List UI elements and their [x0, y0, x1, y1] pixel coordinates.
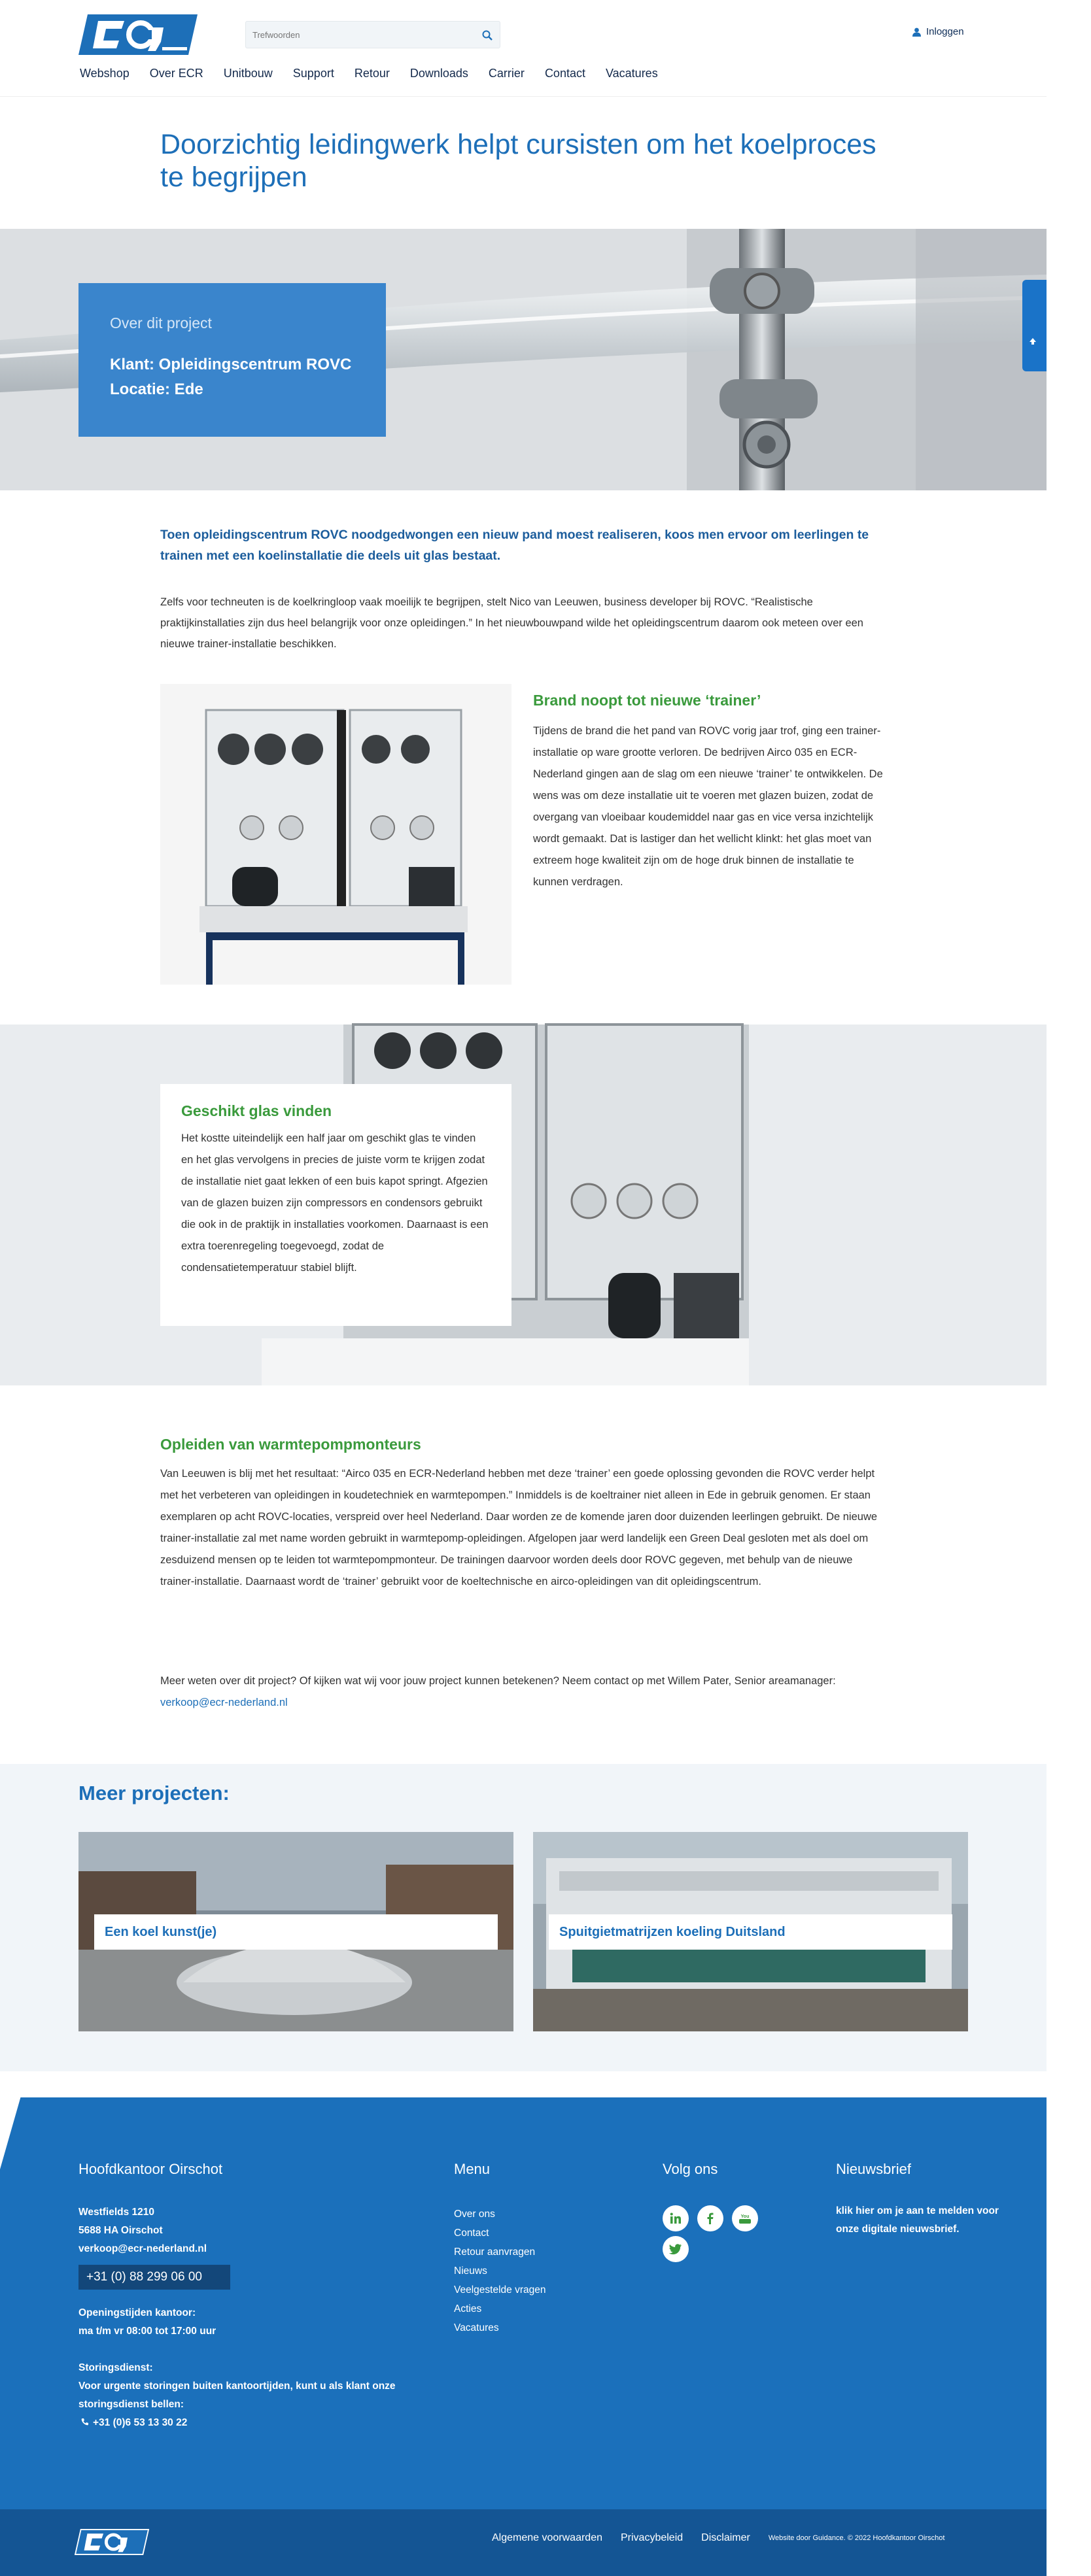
login-link[interactable] [912, 26, 964, 37]
section2-image-band [0, 1025, 1047, 1385]
footer-newsletter-title: Nieuwsbrief [836, 2161, 911, 2177]
youtube-icon [738, 2212, 752, 2225]
arrow-up-icon [1029, 337, 1037, 345]
footer-menu-item[interactable]: Acties [454, 2303, 482, 2314]
storing-title: Storingsdienst: [78, 2362, 153, 2373]
trainer-closeup-photo [0, 1025, 1047, 1385]
intro-body: Zelfs voor techneuten is de koelkringloop vaak moeilijk te begrijpen, stelt Nico van Leeuwen, business developer bij ROVC. “Realistische praktijkinstallaties zijn dus heel belangrijk voor onze opleidingen.” In het nieuwbouwpand wilde het opleidingscentrum daarom ook meteen over een nieuwe trainer-installatie beschikken. [160, 596, 863, 650]
footer-menu [454, 2205, 546, 2337]
footer-phone-button[interactable]: +31 (0) 88 299 06 00 [78, 2265, 230, 2290]
svg-text:You: You [740, 2214, 750, 2219]
privacy-link[interactable]: Privacybeleid [621, 2532, 684, 2543]
footer-menu-item[interactable]: Vacatures [454, 2322, 499, 2333]
footer-email[interactable]: verkoop@ecr-nederland.nl [78, 2243, 207, 2254]
section2-text-card [160, 1084, 511, 1326]
storing-text: Voor urgente storingen buiten kantoortijden, kunt u als klant onze storingsdienst bellen: [78, 2381, 396, 2410]
facebook-button[interactable] [697, 2205, 723, 2231]
nav-item-support[interactable]: Support [292, 67, 334, 80]
more-projects-title: Meer projecten: [78, 1782, 230, 1805]
page-title: Doorzichtig leidingwerk helpt cursisten om het koelproces te begrijpen [160, 129, 876, 193]
trainer-installation-image [160, 684, 511, 985]
footer-hours [78, 2304, 216, 2341]
ecr-logo[interactable] [78, 14, 198, 55]
youtube-button[interactable] [732, 2205, 758, 2231]
address-line-1: Westfields 1210 [78, 2207, 155, 2218]
twitter-icon [669, 2243, 682, 2255]
nav-item-vacatures[interactable]: Vacatures [605, 67, 658, 80]
footer-ecr-logo[interactable] [75, 2529, 148, 2555]
hours-title: Openingstijden kantoor: [78, 2307, 196, 2318]
address-line-2: 5688 HA Oirschot [78, 2225, 163, 2236]
linkedin-icon [669, 2212, 682, 2225]
section1-text: Tijdens de brand die het pand van ROVC vorig jaar trof, ging een trainer-installatie op ware grootte verloren. De bedrijven Airco 035 en ECR-Nederland gingen aan de slag om een nieuwe ‘trainer’ te ontwikkelen. De wens was om deze installatie uit te voeren met glazen buizen, zodat de overgang van vloeibaar koudemiddel naar gas en vice versa inzichtelijk wordt gemaakt. Dat is lastiger dan het wellicht klinkt: het glas moet van extreem hoge kwaliteit zijn om de hoge druk binnen de installatie te kunnen verdragen. [533, 725, 883, 888]
footer-menu-title: Menu [454, 2161, 491, 2177]
contact-paragraph [160, 1670, 886, 1714]
project-client: Klant: Opleidingscentrum ROVC [110, 356, 352, 373]
terms-link[interactable]: Algemene voorwaarden [492, 2532, 602, 2543]
search-bar [245, 21, 500, 48]
contact-tab-label [1026, 330, 1091, 345]
nav-item-unitbouw[interactable]: Unitbouw [223, 67, 273, 80]
project-location: Locatie: Ede [110, 381, 203, 398]
project-subtitle: Over dit project [110, 314, 212, 331]
footer-address [78, 2203, 207, 2258]
search-button[interactable] [479, 27, 496, 44]
project-card-label: Een koel kunst(je) [94, 1914, 498, 1950]
contact-text: Meer weten over dit project? Of kijken wat wij voor jouw project kunnen betekenen? Neem contact op met Willem Pater, Senior areamanager: [160, 1675, 836, 1687]
contact-email-link[interactable]: verkoop@ecr-nederland.nl [160, 1697, 288, 1708]
section3-text: Van Leeuwen is blij met het resultaat: “Airco 035 en ECR-Nederland hebben met deze ‘trainer’ een goede oplossing gevonden die ROVC verder helpt met het verbeteren van opleidingen in koudetechniek en warmtepompen.” Inmiddels is de koeltrainer niet alleen in Ede in gebruik genomen. Er staan exemplaren op acht ROVC-locaties, verspreid over heel Nederland. Daar worden ze de komende jaren door duizenden leerlingen gebruikt. De nieuwe trainer-installatie zal met name worden gebruikt in warmtepomp-opleidingen. Afgelopen jaar werd landelijk een Green Deal gesloten met als doel om zesduizend mensen op te leiden tot warmtepompmonteur. De trainingen daarvoor worden deels door ROVC gegeven, met behulp van de nieuwe trainer-installatie. Daarnaast wordt de ‘trainer’ gebruikt voor de koeltechnische en airco-opleidingen van dit opleidingscentrum. [160, 1468, 878, 1587]
intro-lead: Toen opleidingscentrum ROVC noodgedwongen een nieuw pand moest realiseren, koos men ervoor om leerlingen te trainen met een koelinstallatie die deels uit glas bestaat. [160, 528, 869, 563]
contact-side-tab[interactable] [1022, 280, 1091, 371]
site-header [0, 0, 1047, 97]
project-card[interactable] [78, 1832, 513, 2031]
trainer-photo [160, 684, 511, 985]
disclaimer-link[interactable]: Disclaimer [701, 2532, 750, 2543]
footer-menu-item[interactable]: Contact [454, 2228, 489, 2239]
main-nav [80, 67, 678, 80]
nav-item-webshop[interactable]: Webshop [80, 67, 130, 80]
footer-menu-item[interactable]: Veelgestelde vragen [454, 2284, 546, 2296]
contact-tab-text: Contact [1049, 330, 1091, 342]
search-input[interactable] [246, 22, 462, 48]
footer-menu-item[interactable]: Over ons [454, 2209, 495, 2220]
nav-item-downloads[interactable]: Downloads [409, 67, 468, 80]
footer-office-title: Hoofdkantoor Oirschot [78, 2161, 223, 2177]
section2-heading: Geschikt glas vinden [181, 1102, 332, 1119]
footer-follow-title: Volg ons [663, 2161, 718, 2177]
hours-value: ma t/m vr 08:00 tot 17:00 uur [78, 2326, 216, 2337]
footer-storing [78, 2359, 419, 2432]
phone-icon [81, 2418, 89, 2426]
section2-text: Het kostte uiteindelijk een half jaar om geschikt glas te vinden en het glas vervolgens in precies de juiste vorm te krijgen zodat de installatie niet gaat lekken of een buis kapot springt. Afgezien van de glazen buizen zijn compressors en condensors gebruikt die ook in de praktijk in installaties voorkomen. Daarnaast is een extra toerenregeling toegevoegd, zodat de condensatietemperatuur stabiel blijft. [181, 1132, 489, 1274]
footer-legal-links [492, 2532, 944, 2544]
footer-credit: Website door Guidance. © 2022 Hoofdkantoor Oirschot [768, 2534, 945, 2542]
project-card-label: Spuitgietmatrijzen koeling Duitsland [549, 1914, 952, 1950]
nav-item-contact[interactable]: Contact [544, 67, 585, 80]
newsletter-link[interactable]: klik hier om je aan te melden voor onze digitale nieuwsbrief. [836, 2205, 999, 2235]
storing-phone-row[interactable] [78, 2414, 419, 2432]
footer-corner-decoration [0, 2096, 21, 2169]
login-label: Inloggen [926, 26, 964, 37]
linkedin-button[interactable] [663, 2205, 689, 2231]
twitter-button[interactable] [663, 2236, 689, 2262]
footer-menu-item[interactable]: Nieuws [454, 2265, 487, 2277]
project-info-box [78, 283, 386, 437]
section3-heading: Opleiden van warmtepompmonteurs [160, 1436, 421, 1453]
project-card[interactable] [533, 1832, 968, 2031]
nav-item-carrier[interactable]: Carrier [488, 67, 525, 80]
nav-item-over-ecr[interactable]: Over ECR [149, 67, 203, 80]
footer-menu-item[interactable]: Retour aanvragen [454, 2246, 536, 2258]
facebook-icon [704, 2212, 717, 2225]
nav-item-retour[interactable]: Retour [354, 67, 390, 80]
user-icon [912, 27, 921, 37]
storing-phone: +31 (0)6 53 13 30 22 [93, 2417, 188, 2428]
section1-heading: Brand noopt tot nieuwe ‘trainer’ [533, 692, 761, 709]
search-icon [482, 30, 493, 41]
